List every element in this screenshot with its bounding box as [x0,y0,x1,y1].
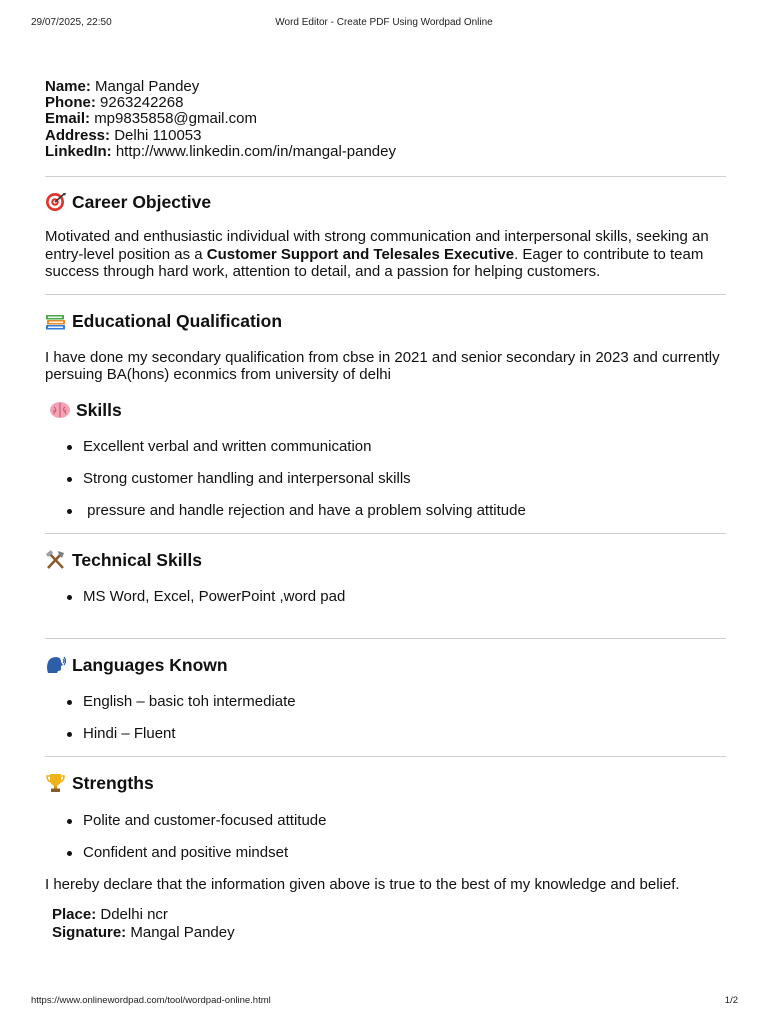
signature-block [52,907,726,941]
phone-label: Phone: [45,94,96,112]
print-footer [0,995,768,1009]
objective-text-start: Motivated and enthusiastic individual with strong communication and interpersonal skills, seeking an entry-level position as a [45,228,709,263]
languages-list [45,693,726,742]
section-title-skills [45,400,726,420]
divider [45,533,726,534]
contact-address [45,128,726,144]
section-title-text: Languages Known [72,654,228,675]
list-item: Polite and customer-focused attitude [45,812,726,829]
divider [45,294,726,295]
list-item: Hindi – Fluent [45,725,726,742]
print-title: Word Editor - Create PDF Using Wordpad Online [275,17,493,28]
signature-label: Signature: [52,924,127,942]
list-item: Excellent verbal and written communication [45,438,726,455]
trophy-icon [45,773,67,793]
strengths-list [45,812,726,861]
section-title-career-objective [45,192,726,212]
section-title-text: Educational Qualification [72,310,283,331]
list-item: English – basic toh intermediate [45,693,726,710]
section-title-strengths [45,773,726,793]
divider [45,638,726,639]
education-text: I have done my secondary qualification from cbse in 2021 and senior secondary in 2023 and currently persuing BA(hons) econmics from university of delhi [45,348,720,384]
career-objective-text [45,228,726,281]
list-item: MS Word, Excel, PowerPoint ,word pad [45,588,726,605]
list-item: Strong customer handling and interpersonal skills [45,470,726,487]
list-item: pressure and handle rejection and have a problem solving attitude [45,502,726,519]
signature-line [52,925,726,941]
section-title-text: Skills [76,399,122,420]
email-value: mp9835858@gmail.com [94,110,257,128]
section-title-text: Strengths [72,772,154,793]
section-title-text: Career Objective [72,192,212,213]
print-datetime: 29/07/2025, 22:50 [31,17,112,28]
technical-skills-list [45,588,726,605]
books-icon [45,311,67,331]
name-value: Mangal Pandey [95,78,200,95]
speaking-head-icon [45,655,67,675]
address-label: Address: [45,126,111,144]
declaration-text: I hereby declare that the information given above is true to the best of my knowledge and belief. [45,875,680,893]
signature-value: Mangal Pandey [130,924,235,942]
section-title-technical-skills [45,550,726,570]
list-item: Confident and positive mindset [45,844,726,861]
phone-value: 9263242268 [100,94,184,112]
target-icon [45,192,67,212]
contact-block [45,79,726,160]
place-label: Place: [52,906,97,924]
address-value: Delhi 110053 [114,126,202,144]
objective-text-end: . Eager to contribute to team success through hard work, attention to detail, and a passion for helping customers. [45,245,704,281]
email-label: Email: [45,110,91,128]
contact-name [45,79,726,95]
section-title-text: Technical Skills [72,549,203,570]
footer-url: https://www.onlinewordpad.com/tool/wordpad-online.html [31,995,271,1006]
skills-list [45,438,726,519]
contact-email [45,111,726,127]
linkedin-label: LinkedIn: [45,142,112,160]
place-value: Ddelhi ncr [100,906,168,924]
print-header [0,17,768,31]
contact-phone [45,95,726,111]
page-number: 1/2 [724,995,738,1006]
objective-role: Customer Support and Telesales Executive [206,245,515,263]
linkedin-value: http://www.linkedin.com/in/mangal-pandey [115,142,396,160]
name-label: Name: [45,78,91,95]
section-title-languages [45,655,726,675]
section-title-education [45,311,726,331]
brain-icon [49,400,71,420]
divider [45,756,726,757]
divider [45,176,726,177]
tools-icon [45,550,67,570]
contact-linkedin [45,144,726,160]
resume-document [45,79,726,941]
place-line [52,907,726,923]
